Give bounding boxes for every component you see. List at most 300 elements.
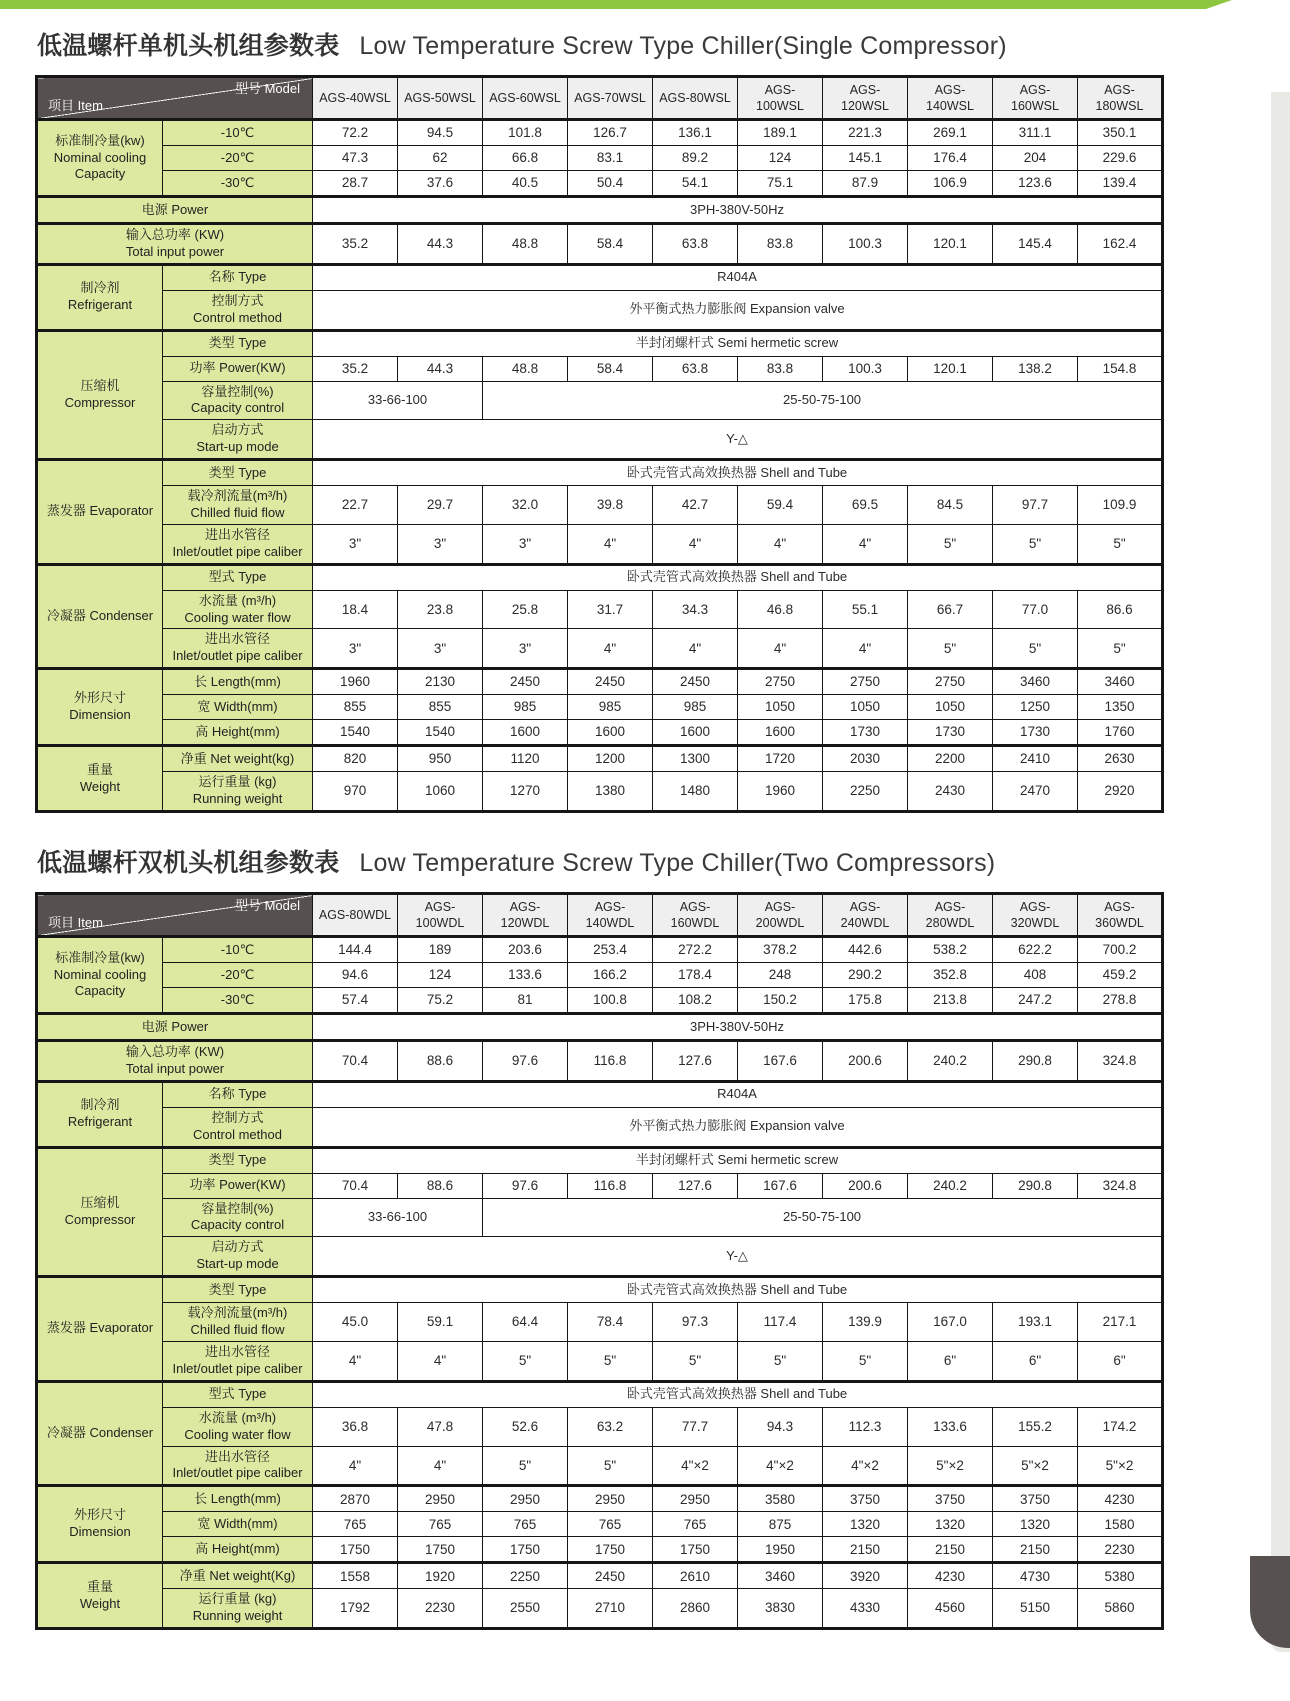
row-label-cell	[163, 420, 313, 460]
row-label-cell	[163, 486, 313, 525]
value-cell: 1950	[738, 1537, 823, 1563]
value-cell: 59.1	[398, 1303, 483, 1342]
model-column-header: AGS-280WDL	[908, 894, 993, 937]
value-cell: 155.2	[993, 1407, 1078, 1446]
value-cell: 2150	[993, 1537, 1078, 1563]
span-value-cell: Y-△	[313, 1237, 1163, 1277]
value-cell: 1600	[738, 720, 823, 746]
corner-header	[37, 77, 313, 120]
value-cell: 36.8	[313, 1407, 398, 1446]
value-cell: 106.9	[908, 171, 993, 197]
value-cell: 1750	[653, 1537, 738, 1563]
value-cell: 139.9	[823, 1303, 908, 1342]
label-line: Capacity	[74, 983, 126, 999]
label-line: 重量	[86, 1578, 113, 1594]
group-label-cell	[37, 1081, 163, 1147]
label-line: 电源 Power	[141, 1018, 209, 1034]
value-cell: 765	[483, 1512, 568, 1537]
value-cell: 64.4	[483, 1303, 568, 1342]
value-cell: 1920	[398, 1563, 483, 1589]
value-cell: 5860	[1078, 1589, 1163, 1629]
value-cell: 40.5	[483, 171, 568, 197]
group-label-cell	[37, 264, 163, 330]
table-row	[37, 1486, 1163, 1512]
label-line: Weight	[79, 1595, 121, 1611]
value-cell: 985	[653, 695, 738, 720]
model-header-label: 型号 Model	[234, 898, 300, 914]
row-label-cell	[163, 1537, 313, 1563]
value-cell: 109.9	[1078, 486, 1163, 525]
model-column-header: AGS-120WSL	[823, 77, 908, 120]
value-cell: 44.3	[398, 224, 483, 265]
table-row	[37, 937, 1163, 963]
value-cell: 89.2	[653, 146, 738, 171]
value-cell: 2750	[908, 669, 993, 695]
value-cell: 87.9	[823, 171, 908, 197]
table-row	[37, 146, 1163, 171]
value-cell: 1540	[398, 720, 483, 746]
label-line: 控制方式	[211, 1109, 264, 1125]
value-cell: 4230	[908, 1563, 993, 1589]
value-cell: 133.6	[908, 1407, 993, 1446]
value-cell: 5"	[823, 1341, 908, 1381]
label-line: Chilled fluid flow	[190, 505, 285, 521]
value-cell: 117.4	[738, 1303, 823, 1342]
value-cell: 39.8	[568, 486, 653, 525]
value-cell: 97.6	[483, 1041, 568, 1082]
value-cell: 4"×2	[653, 1446, 738, 1486]
value-cell: 5"×2	[1078, 1446, 1163, 1486]
group-label-cell	[37, 1486, 163, 1563]
label-line: 型式 Type	[208, 569, 267, 585]
value-cell: 167.6	[738, 1173, 823, 1198]
value-cell: 311.1	[993, 120, 1078, 146]
group-label-cell	[37, 1147, 163, 1277]
label-line: 进出水管径	[204, 1343, 270, 1359]
value-cell: 4"	[568, 524, 653, 564]
value-cell: 765	[568, 1512, 653, 1537]
value-cell: 2860	[653, 1589, 738, 1629]
model-column-header: AGS-70WSL	[568, 77, 653, 120]
value-cell: 3460	[738, 1563, 823, 1589]
label-line: 冷凝器 Condenser	[46, 608, 154, 624]
table-row	[37, 290, 1163, 330]
table-row	[37, 564, 1163, 590]
model-column-header: AGS-200WDL	[738, 894, 823, 937]
value-cell: 112.3	[823, 1407, 908, 1446]
value-cell: 2450	[653, 669, 738, 695]
value-cell: 28.7	[313, 171, 398, 197]
table-row	[37, 1381, 1163, 1407]
value-cell: 4560	[908, 1589, 993, 1629]
value-cell: 83.1	[568, 146, 653, 171]
table-row	[37, 356, 1163, 381]
label-line: 外形尺寸	[73, 1507, 126, 1523]
value-cell: 97.6	[483, 1173, 568, 1198]
table-row	[37, 330, 1163, 356]
value-cell: 62	[398, 146, 483, 171]
label-line: 宽 Width(mm)	[197, 1515, 278, 1531]
label-line: -20℃	[220, 149, 255, 165]
value-cell: 37.6	[398, 171, 483, 197]
value-cell: 189	[398, 937, 483, 963]
value-cell: 3460	[1078, 669, 1163, 695]
value-cell: 1600	[653, 720, 738, 746]
row-label-cell	[163, 1173, 313, 1198]
label-line: Start-up mode	[196, 1256, 279, 1272]
value-cell: 269.1	[908, 120, 993, 146]
value-cell: 4"×2	[738, 1446, 823, 1486]
value-cell: 25.8	[483, 590, 568, 629]
span-value-cell: 卧式壳管式高效换热器 Shell and Tube	[313, 564, 1163, 590]
value-cell: 154.8	[1078, 356, 1163, 381]
table-row	[37, 1237, 1163, 1277]
value-cell: 240.2	[908, 1173, 993, 1198]
table-row	[37, 1341, 1163, 1381]
span-value-cell: 33-66-100	[313, 1198, 483, 1237]
row-label-cell	[163, 1237, 313, 1277]
value-cell: 2870	[313, 1486, 398, 1512]
value-cell: 4230	[1078, 1486, 1163, 1512]
value-cell: 2450	[483, 669, 568, 695]
table-row	[37, 1147, 1163, 1173]
value-cell: 5"	[1078, 524, 1163, 564]
table-row	[37, 420, 1163, 460]
label-line: Cooling water flow	[184, 609, 291, 625]
value-cell: 213.8	[908, 988, 993, 1014]
table-title-zh: 低温螺杆双机头机组参数表	[37, 849, 340, 878]
span-value-cell: 25-50-75-100	[483, 1198, 1163, 1237]
value-cell: 35.2	[313, 356, 398, 381]
value-cell: 176.4	[908, 146, 993, 171]
label-line: 启动方式	[211, 422, 264, 438]
value-cell: 1480	[653, 772, 738, 812]
value-cell: 2230	[1078, 1537, 1163, 1563]
label-line: Running weight	[192, 1608, 283, 1624]
label-line: 高 Height(mm)	[195, 723, 280, 739]
value-cell: 352.8	[908, 963, 993, 988]
value-cell: 5"	[908, 629, 993, 669]
label-line: 长 Length(mm)	[194, 1490, 281, 1506]
value-cell: 5"	[738, 1341, 823, 1381]
row-label-cell	[163, 963, 313, 988]
row-label-cell	[163, 171, 313, 197]
row-label-cell	[163, 460, 313, 486]
value-cell: 3750	[993, 1486, 1078, 1512]
value-cell: 55.1	[823, 590, 908, 629]
value-cell: 81	[483, 988, 568, 1014]
value-cell: 2250	[823, 772, 908, 812]
row-label-cell	[37, 1014, 313, 1041]
value-cell: 2710	[568, 1589, 653, 1629]
value-cell: 127.6	[653, 1041, 738, 1082]
span-value-cell: 卧式壳管式高效换热器 Shell and Tube	[313, 460, 1163, 486]
row-label-cell	[163, 290, 313, 330]
value-cell: 167.0	[908, 1303, 993, 1342]
value-cell: 116.8	[568, 1041, 653, 1082]
group-label-cell	[37, 330, 163, 460]
row-label-cell	[163, 330, 313, 356]
value-cell: 178.4	[653, 963, 738, 988]
value-cell: 46.8	[738, 590, 823, 629]
value-cell: 5150	[993, 1589, 1078, 1629]
row-label-cell	[163, 1589, 313, 1629]
label-line: Running weight	[192, 791, 283, 807]
label-line: 标准制冷量(kw)	[55, 132, 145, 148]
table-row	[37, 460, 1163, 486]
value-cell: 166.2	[568, 963, 653, 988]
value-cell: 765	[313, 1512, 398, 1537]
label-line: 进出水管径	[204, 526, 270, 542]
value-cell: 175.8	[823, 988, 908, 1014]
value-cell: 45.0	[313, 1303, 398, 1342]
value-cell: 138.2	[993, 356, 1078, 381]
label-line: 水流量 (m³/h)	[198, 592, 277, 608]
value-cell: 2450	[568, 669, 653, 695]
value-cell: 247.2	[993, 988, 1078, 1014]
span-value-cell: 外平衡式热力膨胀阀 Expansion valve	[313, 1107, 1163, 1147]
table-row	[37, 988, 1163, 1014]
value-cell: 2150	[823, 1537, 908, 1563]
value-cell: 3"	[483, 524, 568, 564]
value-cell: 100.3	[823, 224, 908, 265]
value-cell: 162.4	[1078, 224, 1163, 265]
value-cell: 3920	[823, 1563, 908, 1589]
value-cell: 290.2	[823, 963, 908, 988]
row-label-cell	[37, 1041, 313, 1082]
value-cell: 174.2	[1078, 1407, 1163, 1446]
value-cell: 5"×2	[908, 1446, 993, 1486]
value-cell: 5"	[483, 1341, 568, 1381]
value-cell: 1120	[483, 746, 568, 772]
value-cell: 2410	[993, 746, 1078, 772]
value-cell: 48.8	[483, 356, 568, 381]
value-cell: 985	[568, 695, 653, 720]
value-cell: 221.3	[823, 120, 908, 146]
label-line: 净重 Net weight(kg)	[180, 750, 295, 766]
table-row	[37, 1407, 1163, 1446]
value-cell: 1600	[483, 720, 568, 746]
value-cell: 3750	[823, 1486, 908, 1512]
row-label-cell	[163, 988, 313, 1014]
row-label-cell	[163, 524, 313, 564]
row-label-cell	[163, 1107, 313, 1147]
model-column-header: AGS-80WSL	[653, 77, 738, 120]
value-cell: 75.1	[738, 171, 823, 197]
group-label-cell	[37, 120, 163, 197]
value-cell: 408	[993, 963, 1078, 988]
label-line: 净重 Net weight(Kg)	[179, 1567, 296, 1583]
value-cell: 229.6	[1078, 146, 1163, 171]
value-cell: 50.4	[568, 171, 653, 197]
value-cell: 2630	[1078, 746, 1163, 772]
span-value-cell: 25-50-75-100	[483, 381, 1163, 420]
label-line: 电源 Power	[141, 201, 209, 217]
value-cell: 1320	[993, 1512, 1078, 1537]
value-cell: 4"	[313, 1341, 398, 1381]
table-title-en: Low Temperature Screw Type Chiller(Two Compressors)	[359, 849, 996, 878]
span-value-cell: 半封闭螺杆式 Semi hermetic screw	[313, 1147, 1163, 1173]
value-cell: 970	[313, 772, 398, 812]
table-row	[37, 1173, 1163, 1198]
value-cell: 200.6	[823, 1041, 908, 1082]
label-line: Refrigerant	[67, 297, 133, 313]
value-cell: 290.8	[993, 1041, 1078, 1082]
value-cell: 1720	[738, 746, 823, 772]
value-cell: 1380	[568, 772, 653, 812]
table-row	[37, 1589, 1163, 1629]
value-cell: 1730	[823, 720, 908, 746]
label-line: 控制方式	[211, 292, 264, 308]
value-cell: 5"×2	[993, 1446, 1078, 1486]
value-cell: 77.0	[993, 590, 1078, 629]
value-cell: 3830	[738, 1589, 823, 1629]
value-cell: 324.8	[1078, 1173, 1163, 1198]
value-cell: 101.8	[483, 120, 568, 146]
table-row	[37, 1081, 1163, 1107]
value-cell: 94.3	[738, 1407, 823, 1446]
value-cell: 4"	[398, 1341, 483, 1381]
label-line: Compressor	[64, 394, 136, 410]
value-cell: 1960	[313, 669, 398, 695]
value-cell: 4"	[653, 629, 738, 669]
table-row	[37, 1446, 1163, 1486]
label-line: Total input power	[125, 243, 225, 259]
label-line: Inlet/outlet pipe caliber	[172, 1360, 303, 1376]
value-cell: 1730	[908, 720, 993, 746]
value-cell: 52.6	[483, 1407, 568, 1446]
row-label-cell	[163, 1407, 313, 1446]
label-line: Total input power	[125, 1060, 225, 1076]
label-line: Capacity	[74, 166, 126, 182]
value-cell: 2750	[823, 669, 908, 695]
model-header-label: 型号 Model	[234, 81, 300, 96]
value-cell: 108.2	[653, 988, 738, 1014]
value-cell: 1050	[738, 695, 823, 720]
label-line: Nominal cooling	[53, 966, 147, 982]
value-cell: 5"	[1078, 629, 1163, 669]
span-value-cell: 半封闭螺杆式 Semi hermetic screw	[313, 330, 1163, 356]
span-value-cell: R404A	[313, 1081, 1163, 1107]
label-line: Control method	[193, 1126, 282, 1142]
value-cell: 4"	[738, 629, 823, 669]
value-cell: 3"	[398, 524, 483, 564]
label-line: 载冷剂流量(m³/h)	[187, 488, 288, 504]
header-row	[37, 77, 1163, 120]
label-line: Dimension	[69, 707, 131, 723]
row-label-cell	[163, 1563, 313, 1589]
label-line: -30℃	[220, 174, 255, 190]
table-row	[37, 1537, 1163, 1563]
value-cell: 1320	[908, 1512, 993, 1537]
value-cell: 5"	[993, 524, 1078, 564]
value-cell: 6"	[993, 1341, 1078, 1381]
label-line: 载冷剂流量(m³/h)	[187, 1305, 288, 1321]
value-cell: 2150	[908, 1537, 993, 1563]
value-cell: 124	[398, 963, 483, 988]
model-column-header: AGS-120WDL	[483, 894, 568, 937]
value-cell: 83.8	[738, 356, 823, 381]
span-value-cell: 3PH-380V-50Hz	[313, 197, 1163, 224]
value-cell: 278.8	[1078, 988, 1163, 1014]
row-label-cell	[163, 1277, 313, 1303]
value-cell: 5"	[568, 1341, 653, 1381]
value-cell: 855	[398, 695, 483, 720]
spec-table	[35, 75, 1164, 813]
model-column-header: AGS-50WSL	[398, 77, 483, 120]
model-column-header: AGS-140WDL	[568, 894, 653, 937]
value-cell: 94.6	[313, 963, 398, 988]
value-cell: 77.7	[653, 1407, 738, 1446]
row-label-cell	[163, 356, 313, 381]
group-label-cell	[37, 1381, 163, 1486]
value-cell: 3"	[483, 629, 568, 669]
value-cell: 63.2	[568, 1407, 653, 1446]
value-cell: 47.8	[398, 1407, 483, 1446]
header-row	[37, 894, 1163, 937]
label-line: 蒸发器 Evaporator	[46, 1320, 154, 1336]
row-label-cell	[163, 772, 313, 812]
value-cell: 3580	[738, 1486, 823, 1512]
value-cell: 34.3	[653, 590, 738, 629]
value-cell: 1760	[1078, 720, 1163, 746]
label-line: 压缩机	[80, 1194, 120, 1210]
label-line: 类型 Type	[208, 1281, 267, 1297]
value-cell: 4730	[993, 1563, 1078, 1589]
label-line: 型式 Type	[208, 1386, 267, 1402]
table-row	[37, 629, 1163, 669]
label-line: Chilled fluid flow	[190, 1322, 285, 1338]
value-cell: 136.1	[653, 120, 738, 146]
row-label-cell	[163, 1341, 313, 1381]
value-cell: 42.7	[653, 486, 738, 525]
value-cell: 217.1	[1078, 1303, 1163, 1342]
value-cell: 1750	[568, 1537, 653, 1563]
table-row	[37, 524, 1163, 564]
value-cell: 203.6	[483, 937, 568, 963]
value-cell: 350.1	[1078, 120, 1163, 146]
table-row	[37, 381, 1163, 420]
label-line: 水流量 (m³/h)	[198, 1409, 277, 1425]
value-cell: 144.4	[313, 937, 398, 963]
value-cell: 2950	[568, 1486, 653, 1512]
value-cell: 4"	[738, 524, 823, 564]
value-cell: 1600	[568, 720, 653, 746]
label-line: 外形尺寸	[73, 690, 126, 706]
model-column-header: AGS-360WDL	[1078, 894, 1163, 937]
value-cell: 97.7	[993, 486, 1078, 525]
model-column-header: AGS-60WSL	[483, 77, 568, 120]
table-row	[37, 1563, 1163, 1589]
label-line: Inlet/outlet pipe caliber	[172, 1465, 303, 1481]
value-cell: 4330	[823, 1589, 908, 1629]
table-row	[37, 1198, 1163, 1237]
value-cell: 88.6	[398, 1173, 483, 1198]
label-line: 名称 Type	[208, 1086, 267, 1102]
label-line: -20℃	[220, 966, 255, 982]
label-line: Refrigerant	[67, 1114, 133, 1130]
label-line: -30℃	[220, 991, 255, 1007]
label-line: Capacity control	[190, 1217, 285, 1233]
label-line: 冷凝器 Condenser	[46, 1425, 154, 1441]
value-cell: 1540	[313, 720, 398, 746]
value-cell: 3"	[313, 524, 398, 564]
model-column-header: AGS-320WDL	[993, 894, 1078, 937]
label-line: 进出水管径	[204, 1448, 270, 1464]
row-label-cell	[37, 224, 313, 265]
value-cell: 2130	[398, 669, 483, 695]
group-label-cell	[37, 1563, 163, 1629]
